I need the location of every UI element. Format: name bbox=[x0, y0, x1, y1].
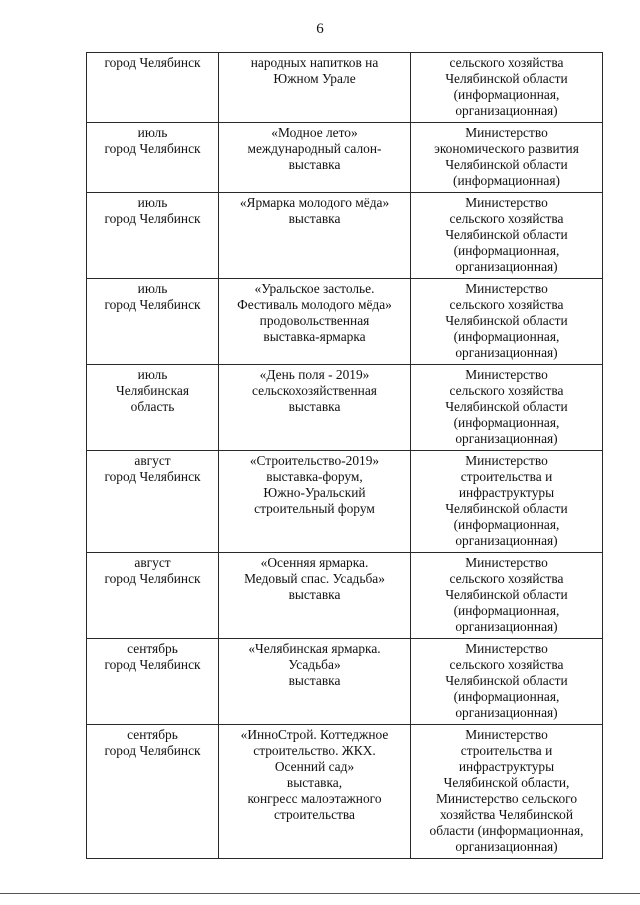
event-cell: «Челябинская ярмарка. Усадьба» выставка bbox=[219, 639, 411, 725]
date-place-cell: сентябрь город Челябинск bbox=[87, 639, 219, 725]
footer-rule bbox=[0, 893, 640, 894]
organizer-cell: Министерство строительства и инфраструктуры Челябинской области (информационная, организационная) bbox=[411, 451, 603, 553]
table-row bbox=[87, 639, 603, 725]
table-row bbox=[87, 123, 603, 193]
organizer-cell: Министерство сельского хозяйства Челябинской области (информационная, организационная) bbox=[411, 553, 603, 639]
events-table bbox=[86, 52, 603, 859]
event-cell: «Строительство-2019» выставка-форум, Южно-Уральский строительный форум bbox=[219, 451, 411, 553]
event-cell: «Осенняя ярмарка. Медовый спас. Усадьба» выставка bbox=[219, 553, 411, 639]
organizer-cell: Министерство строительства и инфраструктуры Челябинской области, Министерство сельского хозяйства Челябинской области (информационная, организационная) bbox=[411, 725, 603, 859]
organizer-cell: сельского хозяйства Челябинской области (информационная, организационная) bbox=[411, 53, 603, 123]
event-cell: народных напитков на Южном Урале bbox=[219, 53, 411, 123]
date-place-cell: июль город Челябинск bbox=[87, 123, 219, 193]
organizer-cell: Министерство сельского хозяйства Челябинской области (информационная, организационная) bbox=[411, 193, 603, 279]
date-place-cell: город Челябинск bbox=[87, 53, 219, 123]
date-place-cell: август город Челябинск bbox=[87, 553, 219, 639]
organizer-cell: Министерство сельского хозяйства Челябинской области (информационная, организационная) bbox=[411, 639, 603, 725]
event-cell: «Модное лето» международный салон- выставка bbox=[219, 123, 411, 193]
table-row bbox=[87, 365, 603, 451]
table-row bbox=[87, 279, 603, 365]
event-cell: «День поля - 2019» сельскохозяйственная выставка bbox=[219, 365, 411, 451]
organizer-cell: Министерство экономического развития Челябинской области (информационная) bbox=[411, 123, 603, 193]
table-row bbox=[87, 553, 603, 639]
organizer-cell: Министерство сельского хозяйства Челябинской области (информационная, организационная) bbox=[411, 365, 603, 451]
date-place-cell: август город Челябинск bbox=[87, 451, 219, 553]
organizer-cell: Министерство сельского хозяйства Челябинской области (информационная, организационная) bbox=[411, 279, 603, 365]
event-cell: «ИнноСтрой. Коттеджное строительство. ЖКХ. Осенний сад» выставка, конгресс малоэтажного строительства bbox=[219, 725, 411, 859]
table-row bbox=[87, 53, 603, 123]
table-row bbox=[87, 193, 603, 279]
event-cell: «Ярмарка молодого мёда» выставка bbox=[219, 193, 411, 279]
event-cell: «Уральское застолье. Фестиваль молодого мёда» продовольственная выставка-ярмарка bbox=[219, 279, 411, 365]
date-place-cell: июль город Челябинск bbox=[87, 279, 219, 365]
date-place-cell: сентябрь город Челябинск bbox=[87, 725, 219, 859]
date-place-cell: июль город Челябинск bbox=[87, 193, 219, 279]
table-row bbox=[87, 451, 603, 553]
date-place-cell: июль Челябинская область bbox=[87, 365, 219, 451]
page-number: 6 bbox=[316, 21, 324, 37]
table-row bbox=[87, 725, 603, 859]
